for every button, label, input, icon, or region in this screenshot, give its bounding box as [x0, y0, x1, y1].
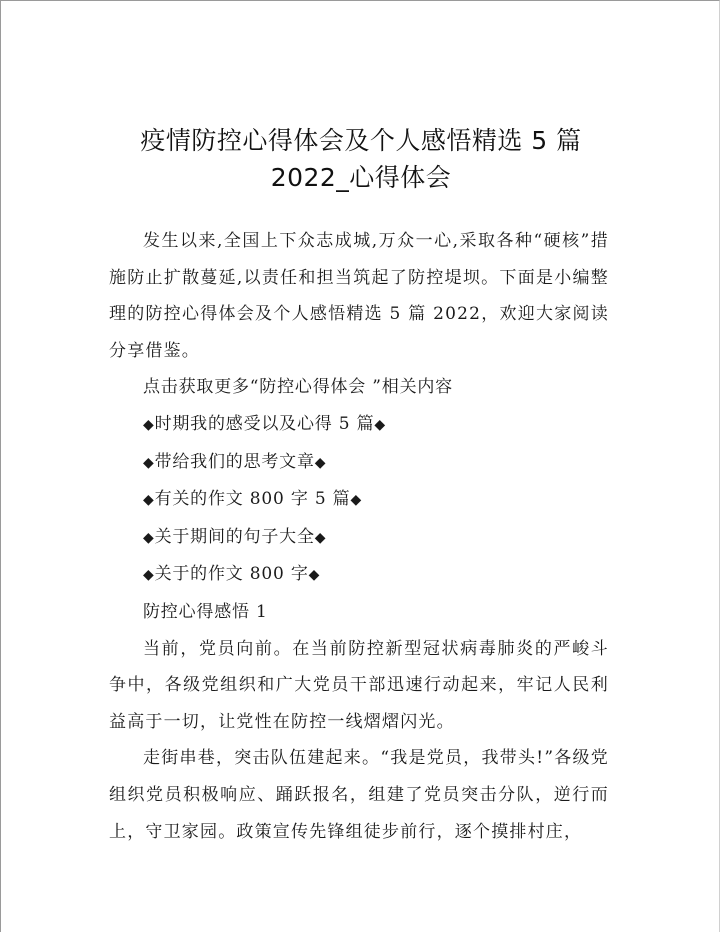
related-link-3[interactable]	[109, 481, 609, 519]
more-content-link[interactable]: 点击获取更多“防控心得体会 ”相关内容	[143, 377, 453, 398]
diamond-bullet-icon: ◆	[314, 529, 327, 546]
diamond-bullet-icon: ◆	[374, 416, 386, 433]
document-body	[109, 223, 609, 850]
related-link-2[interactable]	[109, 444, 609, 482]
related-link-1[interactable]	[109, 406, 609, 444]
document-title-line-1: 疫情防控心得体会及个人感悟精选 5 篇	[140, 126, 582, 155]
related-link-5[interactable]	[109, 556, 609, 594]
section-heading: 防控心得感悟 1	[143, 601, 268, 622]
diamond-bullet-icon: ◆	[143, 567, 155, 584]
body-paragraph-1: 当前，党员向前。在当前防控新型冠状病毒肺炎的严峻斗争中，各级党组织和广大党员干部迅速行动起来，牢记人民利益高于一切，让党性在防控一线熠熠闪光。	[109, 638, 609, 732]
related-link-text: 带给我们的思考文章	[154, 451, 315, 472]
diamond-bullet-icon: ◆	[350, 492, 363, 509]
related-link-text: 关于期间的句子大全	[154, 526, 315, 547]
related-link-text: 有关的作文 800 字 5 篇	[154, 489, 351, 510]
related-link-4[interactable]	[109, 519, 609, 557]
related-link-text: 时期我的感受以及心得 5 篇	[154, 413, 375, 434]
diamond-bullet-icon: ◆	[314, 454, 327, 471]
diamond-bullet-icon: ◆	[143, 529, 155, 546]
document-title-line-2: 2022_心得体会	[270, 163, 452, 192]
intro-paragraph: 发生以来,全国上下众志成城,万众一心,采取各种“硬核”措施防止扩散蔓延,以责任和担当筑起了防控堤坝。下面是小编整理的防控心得体会及个人感悟精选 5 篇 2022，欢迎大家阅读分享借鉴。	[109, 231, 609, 361]
body-paragraph-2: 走街串巷，突击队伍建起来。“我是党员，我带头!”各级党组织党员积极响应、踊跃报名，组建了党员突击分队，逆行而上，守卫家园。政策宣传先锋组徒步前行，逐个摸排村庄，	[109, 748, 609, 842]
related-link-text: 关于的作文 800 字	[154, 564, 309, 585]
diamond-bullet-icon: ◆	[143, 416, 155, 433]
diamond-bullet-icon: ◆	[143, 492, 155, 509]
diamond-bullet-icon: ◆	[308, 567, 321, 584]
diamond-bullet-icon: ◆	[143, 454, 155, 471]
